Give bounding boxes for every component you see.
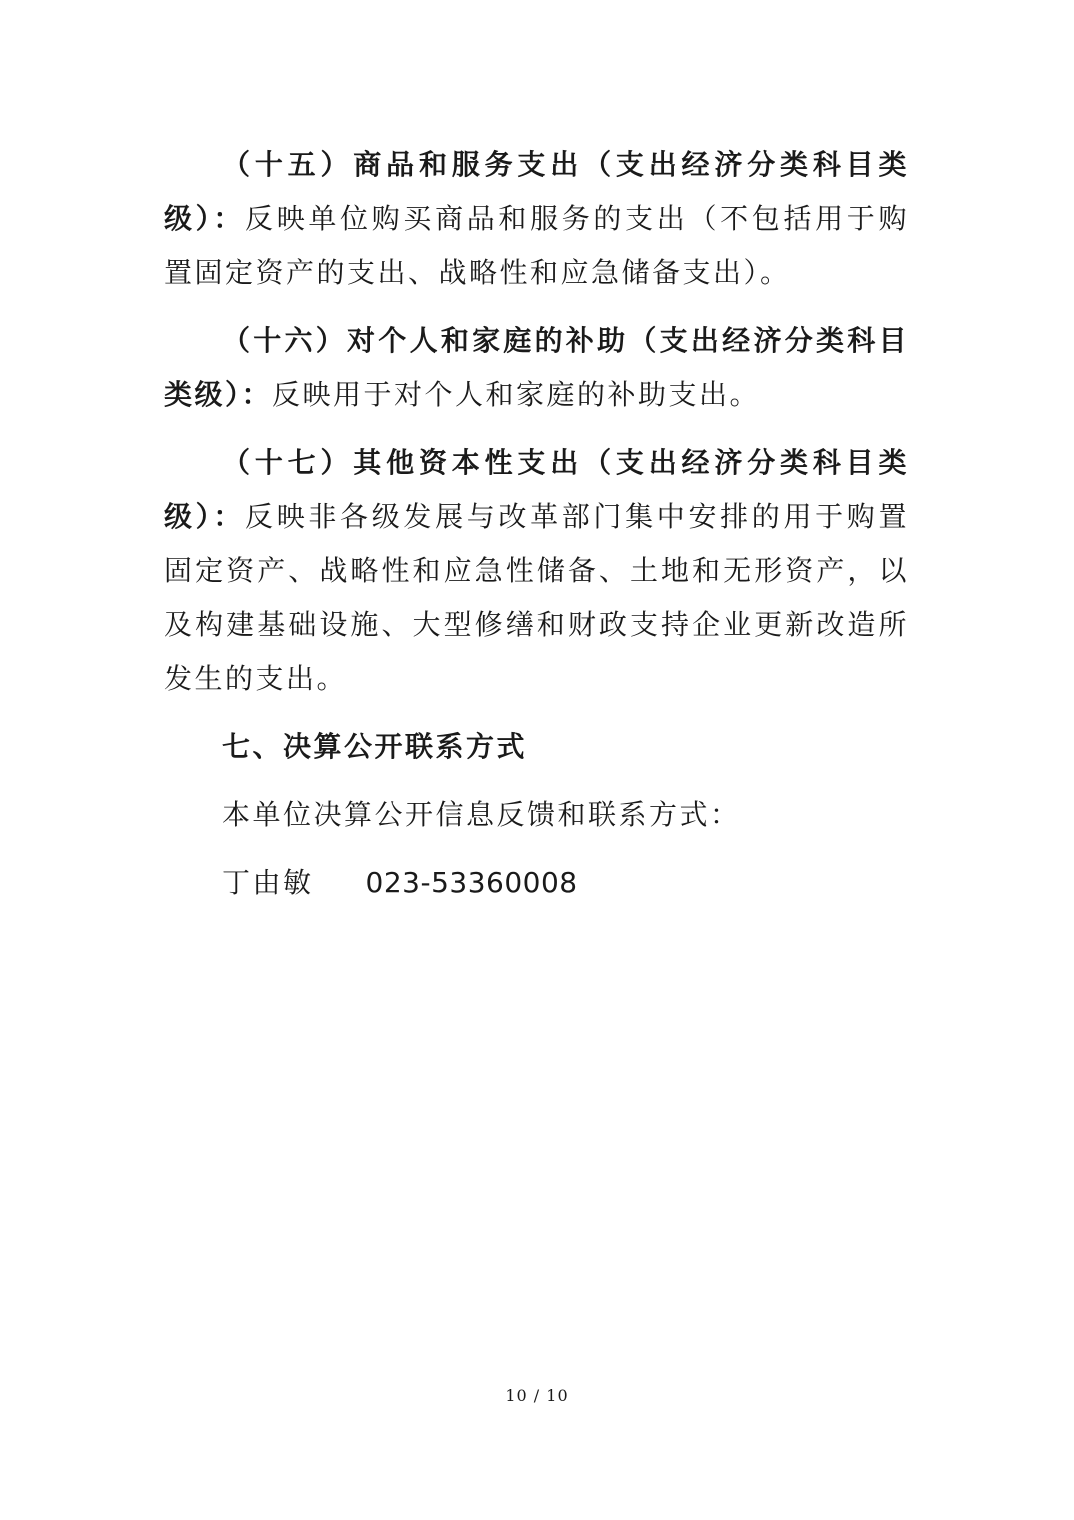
contact-name: 丁由敏 (222, 866, 314, 899)
paragraph-other-capital (164, 436, 909, 706)
paragraph-household-subsidy (164, 314, 909, 422)
section-heading: 七、决算公开联系方式 (222, 730, 528, 763)
paragraph-body: 反映用于对个人和家庭的补助支出。 (272, 378, 761, 411)
document-body (164, 138, 909, 910)
contact-line (164, 856, 909, 910)
paragraph-lead: （十五）商品和服务支出（支出经济分类科目类级）： (164, 148, 909, 235)
paragraph-body: 反映单位购买商品和服务的支出（不包括用于购置固定资产的支出、战略性和应急储备支出）。 (164, 202, 909, 289)
contact-phone: 023-53360008 (365, 866, 578, 899)
paragraph-lead: （十六）对个人和家庭的补助（支出经济分类科目类级）： (164, 324, 909, 411)
contact-intro: 本单位决算公开信息反馈和联系方式： (222, 798, 741, 831)
paragraph-goods-services (164, 138, 909, 300)
paragraph-body: 反映非各级发展与改革部门集中安排的用于购置固定资产、战略性和应急性储备、土地和无形资产，以及构建基础设施、大型修缮和财政支持企业更新改造所发生的支出。 (164, 500, 909, 695)
paragraph-lead: （十七）其他资本性支出（支出经济分类科目类级）： (164, 446, 909, 533)
page-number: 10 / 10 (505, 1386, 569, 1405)
